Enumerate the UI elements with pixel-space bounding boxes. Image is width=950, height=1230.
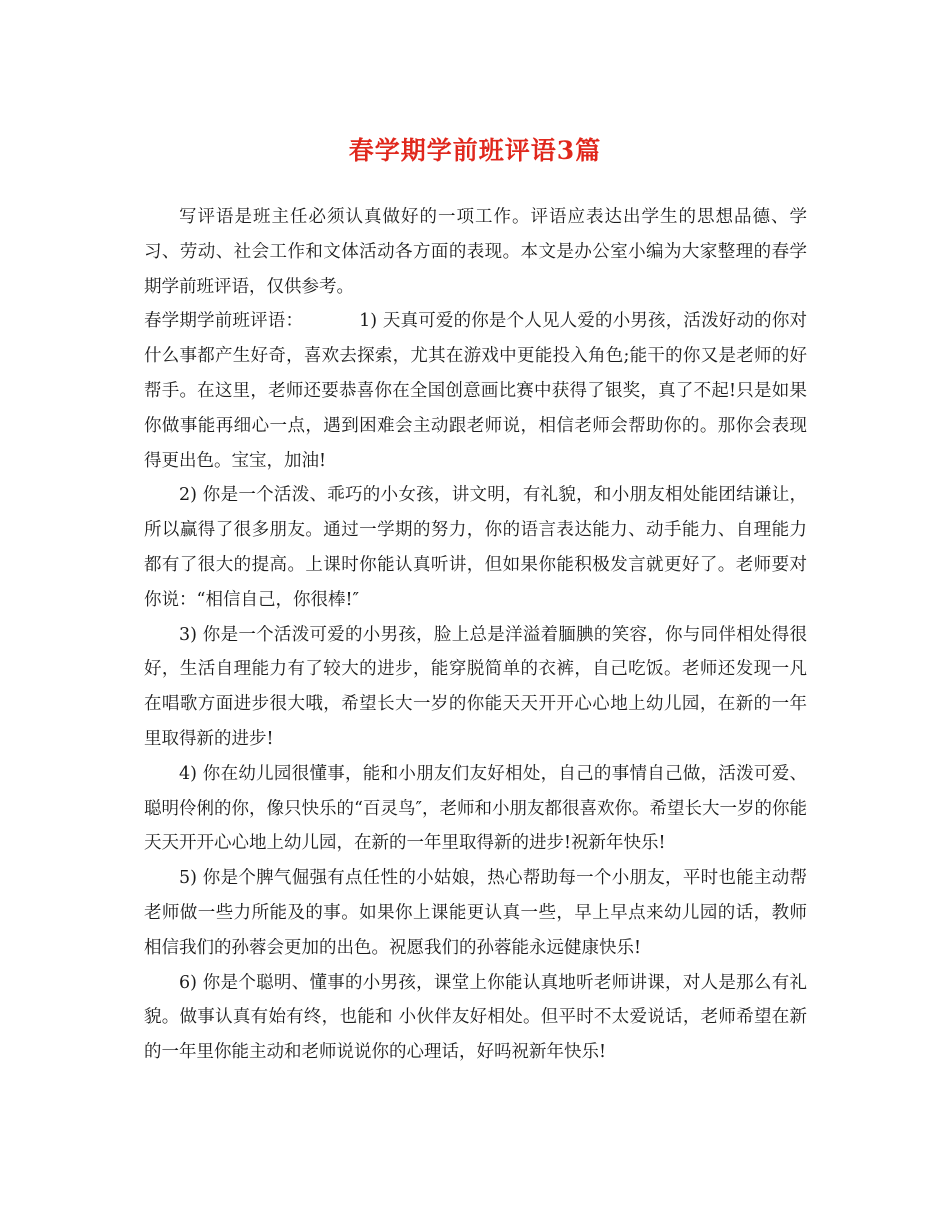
intro-paragraph: 写评语是班主任必须认真做好的一项工作。评语应表达出学生的思想品德、学习、劳动、社会工作和文体活动各方面的表现。本文是办公室小编为大家整理的春学期学前班评语，仅供参考。 <box>144 207 807 297</box>
comment-text-1: 1) 天真可爱的你是个人见人爱的小男孩，活泼好动的你对什么事都产生好奇，喜欢去探索，尤其在游戏中更能投入角色;能干的你又是老师的好帮手。在这里，老师还要恭喜你在全国创意画比赛中获得了银奖，真了不起!只是如果你做事能再细心一点，遇到困难会主动跟老师说，相信老师会帮助你的。那你会表现得更出色。宝宝，加油! <box>144 311 808 471</box>
comment-paragraph-4: 4) 你在幼儿园很懂事，能和小朋友们友好相处，自己的事情自己做，活泼可爱、聪明伶俐的你，像只快乐的“百灵鸟″，老师和小朋友都很喜欢你。希望长大一岁的你能天天开开心心地上幼儿园，在新的一年里取得新的进步!祝新年快乐! <box>144 763 807 854</box>
comment-paragraph-5: 5) 你是个脾气倔强有点任性的小姑娘，热心帮助每一个小朋友，平时也能主动帮老师做一些力所能及的事。如果你上课能更认真一些，早上早点来幼儿园的话，教师相信我们的孙蓉会更加的出色。祝愿我们的孙蓉能永远健康快乐! <box>144 868 807 958</box>
comment-paragraph-1 <box>144 304 807 478</box>
comment-paragraph-6: 6) 你是个聪明、懂事的小男孩，课堂上你能认真地听老师讲课，对人是那么有礼貌。做事认真有始有终，也能和 小伙伴友好相处。但平时不太爱说话，老师希望在新的一年里你能主动和老师说说你的心理话，好吗祝新年快乐! <box>144 972 807 1063</box>
section-label: 春学期学前班评语： <box>144 311 304 332</box>
document-title: 春学期学前班评语3篇 <box>348 136 602 165</box>
document-body <box>144 200 807 1070</box>
comment-paragraph-3: 3) 你是一个活泼可爱的小男孩，脸上总是洋溢着腼腆的笑容，你与同伴相处得很好，生活自理能力有了较大的进步，能穿脱简单的衣裤，自己吃饭。老师还发现一凡在唱歌方面进步很大哦，希望长大一岁的你能天天开开心心地上幼儿园，在新的一年里取得新的进步! <box>144 624 807 749</box>
comment-paragraph-2: 2) 你是一个活泼、乖巧的小女孩，讲文明，有礼貌，和小朋友相处能团结谦让，所以赢得了很多朋友。通过一学期的努力，你的语言表达能力、动手能力、自理能力都有了很大的提高。上课时你能认真听讲，但如果你能积极发言就更好了。老师要对你说：“相信自己，你很棒!″ <box>144 485 807 610</box>
